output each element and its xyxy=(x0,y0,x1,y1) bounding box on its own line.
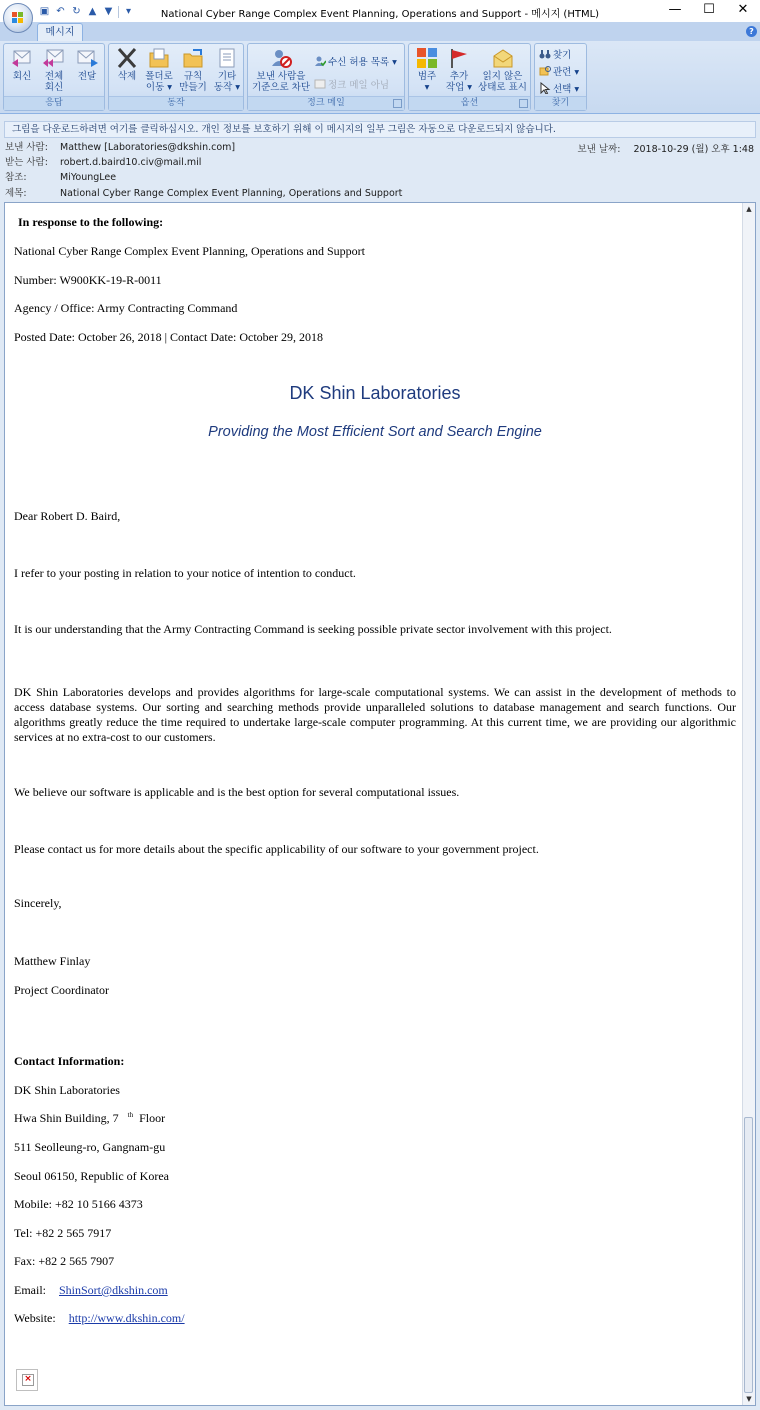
select-label: 선택 ▾ xyxy=(553,84,580,95)
flag-icon xyxy=(447,47,471,69)
contact-email-row xyxy=(14,1283,736,1298)
group-respond-label: 응답 xyxy=(4,96,104,110)
mark-unread-label-2: 상태로 표시 xyxy=(478,82,527,93)
sent-label: 보낸 날짜: xyxy=(577,144,621,155)
delete-button[interactable] xyxy=(112,47,142,82)
customize-qat-icon[interactable]: ▾ xyxy=(125,6,132,17)
cursor-icon xyxy=(539,82,551,94)
broken-image-icon: × xyxy=(22,1374,34,1386)
in-response-heading: In response to the following: xyxy=(18,215,164,229)
sent-value: 2018-10-29 (월) 오후 1:48 xyxy=(633,144,754,155)
reply-label: 회신 xyxy=(12,71,32,82)
find-button[interactable] xyxy=(539,46,571,62)
group-junk-label: 정크 메일 xyxy=(248,96,404,110)
signer-name: Matthew Finlay xyxy=(14,954,91,968)
subject-row xyxy=(5,186,402,201)
website-link[interactable]: http://www.dkshin.com/ xyxy=(68,1311,185,1325)
paragraph-3: DK Shin Laboratories develops and provides algorithms for large-scale computational systems. We can assist in the development of methods to access database systems. Our sorting and searching methods provide unparalleled solutions to database management and search functions. Our algorithms greatly reduce the time required to undertake large-scale computer programming. At this current time, we are providing our algorithmic services at no extra-cost to our customers. xyxy=(14,685,736,744)
company-name: DK Shin Laboratories xyxy=(289,383,461,403)
reply-all-label-2: 회신 xyxy=(44,82,64,93)
closing: Sincerely, xyxy=(14,896,62,910)
building-floor-suffix: th xyxy=(127,1111,134,1119)
categorize-button[interactable] xyxy=(412,47,442,93)
safe-list-icon xyxy=(314,55,326,67)
rules-label-2: 만들기 xyxy=(179,82,207,93)
cc-value[interactable]: MiYoungLee xyxy=(60,172,117,183)
sent-row xyxy=(577,141,754,155)
to-row xyxy=(5,155,201,170)
message-header xyxy=(0,140,760,202)
cc-row xyxy=(5,170,116,185)
select-button[interactable] xyxy=(539,80,579,96)
title-bar xyxy=(0,0,760,22)
download-pictures-infobar[interactable]: 그림을 다운로드하려면 여기를 클릭하십시오. 개인 정보를 보호하기 위해 이 메시지의 일부 그림은 자동으로 다운로드되지 않습니다. xyxy=(4,121,756,138)
company-tagline: Providing the Most Efficient Sort and Search Engine xyxy=(208,424,542,440)
safe-list-label: 수신 허용 목록 ▾ xyxy=(328,57,397,68)
not-junk-button[interactable] xyxy=(314,76,389,92)
tab-message[interactable]: 메시지 xyxy=(37,23,83,41)
group-find xyxy=(534,43,587,111)
office-button[interactable] xyxy=(3,3,33,33)
reply-icon xyxy=(10,47,34,69)
follow-up-button[interactable] xyxy=(444,47,474,93)
next-item-icon[interactable]: ▼ xyxy=(104,6,113,17)
options-launcher[interactable] xyxy=(519,99,528,108)
block-sender-icon xyxy=(269,47,293,69)
help-icon[interactable]: ? xyxy=(746,26,757,37)
forward-button[interactable] xyxy=(72,47,102,82)
move-label-2: 이동 ▾ xyxy=(145,82,173,93)
categorize-label-1: 범주 xyxy=(417,71,437,82)
ribbon xyxy=(0,41,760,114)
building-name: Hwa Shin Building, 7 xyxy=(14,1111,119,1125)
reply-button[interactable] xyxy=(8,47,36,82)
group-actions-label: 동작 xyxy=(109,96,243,110)
to-label: 받는 사람: xyxy=(5,157,48,168)
notice-number: Number: W900KK-19-R-0011 xyxy=(14,273,162,287)
block-label-2: 기준으로 차단 xyxy=(251,82,311,93)
delete-label: 삭제 xyxy=(117,71,137,82)
group-respond xyxy=(3,43,105,111)
rules-label-1: 규칙 xyxy=(183,71,203,82)
mark-unread-button[interactable] xyxy=(475,47,530,93)
rules-icon xyxy=(181,47,205,69)
safe-lists-button[interactable] xyxy=(314,53,397,69)
save-icon[interactable]: ▣ xyxy=(39,6,50,17)
scroll-thumb[interactable] xyxy=(744,1117,753,1393)
forward-label: 전달 xyxy=(77,71,97,82)
paragraph-4: We believe our software is applicable and is the best option for several computational issues. xyxy=(14,785,460,799)
contact-street: 511 Seolleung-ro, Gangnam-gu xyxy=(14,1140,166,1154)
email-label: Email: xyxy=(14,1283,46,1297)
group-actions xyxy=(108,43,244,111)
to-value[interactable]: robert.d.baird10.civ@mail.mil xyxy=(60,157,202,168)
related-label: 관련 ▾ xyxy=(553,67,580,78)
move-folder-icon xyxy=(147,47,171,69)
mark-unread-label-1: 읽지 않은 xyxy=(482,71,523,82)
not-junk-label: 정크 메일 아님 xyxy=(328,80,390,91)
mark-unread-icon xyxy=(491,47,515,69)
categorize-icon xyxy=(415,47,439,69)
block-sender-button[interactable] xyxy=(250,47,312,93)
email-link[interactable]: ShinSort@dkshin.com xyxy=(59,1283,168,1297)
notice-dates: Posted Date: October 26, 2018 | Contact Date: October 29, 2018 xyxy=(14,330,323,344)
reply-all-icon xyxy=(42,47,66,69)
close-button[interactable]: ✕ xyxy=(737,2,749,17)
broken-image-placeholder[interactable] xyxy=(16,1369,38,1391)
move-label-1: 폴더로 xyxy=(145,71,173,82)
from-row xyxy=(5,140,235,155)
other-actions-button[interactable] xyxy=(211,47,243,93)
maximize-button[interactable]: ☐ xyxy=(703,2,715,17)
other-actions-icon xyxy=(215,47,239,69)
paragraph-5: Please contact us for more details about the specific applicability of our software to your government project. xyxy=(14,842,539,856)
contact-building xyxy=(14,1111,736,1126)
scroll-down-arrow[interactable]: ▼ xyxy=(746,1395,752,1403)
subject-label: 제목: xyxy=(5,188,27,199)
notice-title: National Cyber Range Complex Event Planning, Operations and Support xyxy=(14,244,365,258)
contact-tel: Tel: +82 2 565 7917 xyxy=(14,1226,112,1240)
block-label-1: 보낸 사람을 xyxy=(256,71,306,82)
followup-label-1: 추가 xyxy=(449,71,469,82)
contact-city: Seoul 06150, Republic of Korea xyxy=(14,1169,169,1183)
other-label-2: 동작 ▾ xyxy=(213,82,241,93)
not-junk-icon xyxy=(314,78,326,90)
website-label: Website: xyxy=(14,1311,56,1325)
followup-label-2: 작업 ▾ xyxy=(445,82,473,93)
group-options xyxy=(408,43,531,111)
signer-title: Project Coordinator xyxy=(14,983,109,997)
office-logo-icon xyxy=(12,12,24,24)
contact-fax: Fax: +82 2 565 7907 xyxy=(14,1254,115,1268)
reply-all-label-1: 전체 xyxy=(44,71,64,82)
paragraph-2: It is our understanding that the Army Contracting Command is seeking possible private sector involvement with this project. xyxy=(14,622,612,636)
junk-options-launcher[interactable] xyxy=(393,99,402,108)
group-find-label: 찾기 xyxy=(535,96,586,110)
forward-icon xyxy=(75,47,99,69)
notice-agency: Agency / Office: Army Contracting Command xyxy=(14,301,238,315)
scroll-up-arrow[interactable]: ▲ xyxy=(746,205,752,213)
redo-icon[interactable]: ↻ xyxy=(72,6,81,17)
cc-label: 참조: xyxy=(5,172,27,183)
categorize-label-2: ▾ xyxy=(424,82,430,93)
related-button[interactable] xyxy=(539,63,579,79)
move-to-folder-button[interactable] xyxy=(143,47,175,93)
group-options-label: 옵션 xyxy=(409,96,530,110)
ribbon-tab-row xyxy=(0,22,760,41)
contact-company: DK Shin Laboratories xyxy=(14,1083,120,1097)
building-floor: Floor xyxy=(139,1111,166,1125)
salutation: Dear Robert D. Baird, xyxy=(14,509,121,523)
related-icon xyxy=(539,65,551,77)
from-label: 보낸 사람: xyxy=(5,142,48,153)
window-title: National Cyber Range Complex Event Planning, Operations and Support - 메시지 (HTML) xyxy=(160,9,600,20)
minimize-button[interactable]: — xyxy=(668,2,682,17)
vertical-scrollbar[interactable] xyxy=(742,203,755,1405)
undo-icon[interactable]: ↶ xyxy=(56,6,65,17)
binoculars-icon xyxy=(539,48,551,60)
previous-item-icon[interactable]: ▲ xyxy=(88,6,97,17)
contact-website-row xyxy=(14,1311,736,1326)
reply-all-button[interactable] xyxy=(40,47,68,93)
window-controls xyxy=(658,0,760,22)
delete-icon xyxy=(115,47,139,69)
group-junk-mail xyxy=(247,43,405,111)
contact-heading: Contact Information: xyxy=(14,1054,125,1068)
message-body[interactable] xyxy=(4,202,756,1406)
paragraph-1: I refer to your posting in relation to your notice of intention to conduct. xyxy=(14,566,356,580)
subject-value: National Cyber Range Complex Event Planning, Operations and Support xyxy=(60,188,403,199)
find-label: 찾기 xyxy=(553,50,572,61)
contact-mobile: Mobile: +82 10 5166 4373 xyxy=(14,1197,143,1211)
from-value[interactable]: Matthew [Laboratories@dkshin.com] xyxy=(60,142,236,153)
other-label-1: 기타 xyxy=(217,71,237,82)
